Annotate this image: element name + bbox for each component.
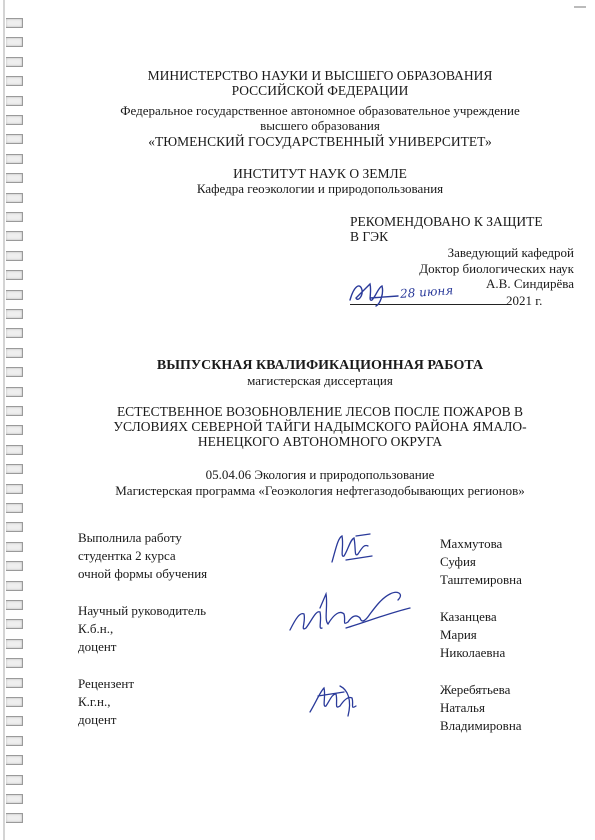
university-name: «ТЮМЕНСКИЙ ГОСУДАРСТВЕННЫЙ УНИВЕРСИТЕТ» [148,134,492,149]
spiral-binding [0,0,26,840]
binding-hole [6,173,23,183]
role-line: Научный руководитель [78,603,207,618]
role-line: Рецензент [78,676,135,691]
thesis-title-line-3: НЕНЕЦКОГО АВТОНОМНОГО ОКРУГА [197,434,443,449]
role-line: доцент [78,712,117,727]
role-line: К.б.н., [78,621,114,636]
binding-hole [6,115,23,125]
name-line: Мария [440,627,477,642]
institute-name: ИНСТИТУТ НАУК О ЗЕМЛЕ [233,166,407,181]
binding-hole [6,464,23,474]
approval-line-2: В ГЭК [350,229,389,244]
binding-hole [6,37,23,47]
thesis-title-line-2: УСЛОВИЯХ СЕВЕРНОЙ ТАЙГИ НАДЫМСКОГО РАЙОНА ЯМАЛО- [113,419,527,434]
department-name: Кафедра геоэкологии и природопользования [196,181,444,196]
student-role [78,529,207,583]
binding-hole [6,154,23,164]
binding-hole [6,425,23,435]
binding-hole [6,328,23,338]
reviewer-signature [304,676,374,720]
approval-year: 2021 г. [506,293,543,308]
page-edge-mark [574,6,586,8]
binding-hole [6,445,23,455]
binding-hole [6,794,23,804]
approval-line-1: РЕКОМЕНДОВАНО К ЗАЩИТЕ [350,214,543,229]
head-degree: Доктор биологических наук [419,261,574,276]
binding-hole [6,619,23,629]
name-line: Жеребятьева [440,682,511,697]
binding-hole [6,716,23,726]
supervisor-signature [286,584,416,640]
binding-hole [6,736,23,746]
binding-hole [6,193,23,203]
binding-hole [6,348,23,358]
name-line: Таштемировна [440,572,522,587]
binding-hole [6,581,23,591]
binding-hole [6,658,23,668]
institution-type: Федеральное государственное автономное образовательное учреждение [120,103,520,118]
name-line: Владимировна [440,718,522,733]
supervisor-role [78,602,206,656]
binding-hole [6,639,23,649]
binding-hole [6,522,23,532]
binding-spine [3,0,5,840]
binding-hole [6,755,23,765]
work-subtype: магистерская диссертация [247,373,393,388]
binding-hole [6,231,23,241]
role-line: Выполнила работу [78,530,182,545]
student-signature [326,528,376,570]
binding-hole [6,212,23,222]
binding-hole [6,484,23,494]
binding-hole [6,18,23,28]
handwritten-date: 28 июня [399,283,454,301]
head-title: Заведующий кафедрой [447,245,574,260]
binding-hole [6,542,23,552]
head-signature [346,276,406,310]
binding-hole [6,290,23,300]
role-line: К.г.н., [78,694,111,709]
binding-hole [6,134,23,144]
binding-hole [6,561,23,571]
binding-hole [6,367,23,377]
name-line: Наталья [440,700,485,715]
name-line: Казанцева [440,609,497,624]
name-line: Суфия [440,554,476,569]
study-direction: 05.04.06 Экология и природопользование [205,467,435,482]
role-line: студентка 2 курса [78,548,176,563]
binding-hole [6,813,23,823]
role-line: очной формы обучения [78,566,208,581]
name-line: Махмутова [440,536,503,551]
role-line: доцент [78,639,117,654]
supervisor-name [440,608,505,662]
binding-hole [6,775,23,785]
name-line: Николаевна [440,645,506,660]
binding-hole [6,387,23,397]
binding-hole [6,309,23,319]
binding-hole [6,406,23,416]
binding-hole [6,678,23,688]
binding-hole [6,503,23,513]
ministry-line-1: МИНИСТЕРСТВО НАУКИ И ВЫСШЕГО ОБРАЗОВАНИЯ [147,68,493,83]
head-name: А.В. Синдирёва [486,276,574,291]
binding-hole [6,96,23,106]
reviewer-role [78,675,134,729]
reviewer-name [440,681,522,735]
binding-hole [6,57,23,67]
master-program: Магистерская программа «Геоэкология нефтегазодобывающих регионов» [115,483,525,498]
ministry-line-2: РОССИЙСКОЙ ФЕДЕРАЦИИ [231,83,409,98]
binding-hole [6,600,23,610]
thesis-title-line-1: ЕСТЕСТВЕННОЕ ВОЗОБНОВЛЕНИЕ ЛЕСОВ ПОСЛЕ ПОЖАРОВ В [116,404,524,419]
binding-hole [6,76,23,86]
binding-hole [6,697,23,707]
student-name [440,535,522,589]
work-type: ВЫПУСКНАЯ КВАЛИФИКАЦИОННАЯ РАБОТА [156,358,484,373]
education-level: высшего образования [260,118,380,133]
